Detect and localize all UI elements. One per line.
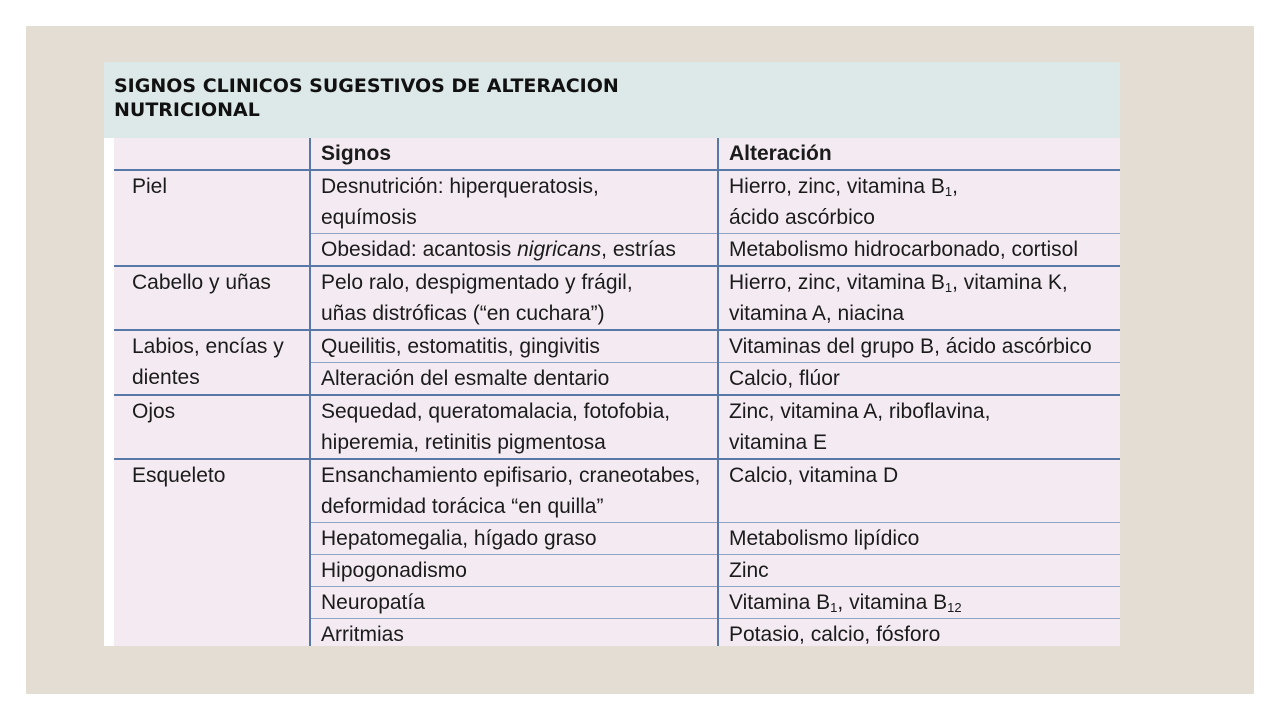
signos-line: Queilitis, estomatitis, gingivitis <box>321 335 600 358</box>
alteracion-cell <box>718 587 1120 619</box>
signos-line: Alteración del esmalte dentario <box>321 367 610 390</box>
alteracion-cell <box>718 395 1120 459</box>
signos-line: Arritmias <box>321 623 404 646</box>
alteracion-line: Metabolismo lipídico <box>729 527 920 550</box>
alteracion-line: Zinc, vitamina A, riboflavina, <box>729 400 991 423</box>
alteracion-cell <box>718 459 1120 523</box>
signos-line: equímosis <box>321 206 417 229</box>
alteracion-line: Vitaminas del grupo B, ácido ascórbico <box>729 335 1092 358</box>
signos-line: Hepatomegalia, hígado graso <box>321 527 597 550</box>
region-cell: Labios, encías y dientes <box>114 330 310 395</box>
alteracion-line: Zinc <box>729 559 769 582</box>
table-row <box>114 395 1120 459</box>
signos-line: Ensanchamiento epifisario, craneotabes, <box>321 464 701 487</box>
alteracion-cell <box>718 330 1120 363</box>
header-alteracion: Alteración <box>718 138 1120 170</box>
table-row <box>114 459 1120 523</box>
table-row <box>114 330 1120 363</box>
alteracion-line: vitamina E <box>729 431 828 454</box>
signos-cell <box>310 587 718 619</box>
signos-cell <box>310 555 718 587</box>
signos-line: uñas distróficas (“en cuchara”) <box>321 302 605 325</box>
alteracion-cell <box>718 266 1120 330</box>
signos-cell <box>310 395 718 459</box>
alteracion-line: Metabolismo hidrocarbonado, cortisol <box>729 238 1079 261</box>
header-region <box>114 138 310 170</box>
table-row <box>114 170 1120 234</box>
header-signos: Signos <box>310 138 718 170</box>
signos-cell <box>310 330 718 363</box>
alteracion-line: Calcio, vitamina D <box>729 464 899 487</box>
table-container <box>114 138 1120 646</box>
region-cell: Cabello y uñas <box>114 266 310 330</box>
alteracion-line: vitamina A, niacina <box>729 302 905 325</box>
title-bar <box>104 62 1120 138</box>
signos-line: Hipogonadismo <box>321 559 467 582</box>
table-body <box>114 170 1120 646</box>
signos-line: Obesidad: acantosis nigricans, estrías <box>321 238 676 261</box>
table-header-row <box>114 138 1120 170</box>
alteracion-line: Hierro, zinc, vitamina $B_1$, vitamina K, <box>729 271 1068 295</box>
region-cell: Ojos <box>114 395 310 459</box>
signos-line: Desnutrición: hiperqueratosis, <box>321 175 599 198</box>
signos-cell <box>310 459 718 523</box>
signos-cell <box>310 619 718 647</box>
slide <box>104 62 1120 646</box>
signos-line: deformidad torácica “en quilla” <box>321 495 604 518</box>
alteracion-cell <box>718 363 1120 396</box>
signos-line: Pelo ralo, despigmentado y frágil, <box>321 271 633 294</box>
slide-title: SIGNOS CLINICOS SUGESTIVOS DE ALTERACION NUTRICIONAL <box>114 75 619 121</box>
signos-line: Neuropatía <box>321 591 425 614</box>
region-cell: Esqueleto <box>114 459 310 646</box>
alteracion-line: ácido ascórbico <box>729 206 875 229</box>
signos-line: Sequedad, queratomalacia, fotofobia, <box>321 400 671 423</box>
alteracion-cell <box>718 170 1120 234</box>
signos-cell <box>310 234 718 267</box>
signos-cell <box>310 523 718 555</box>
alteracion-cell <box>718 555 1120 587</box>
clinical-signs-table <box>114 138 1120 646</box>
alteracion-cell <box>718 234 1120 267</box>
alteracion-cell <box>718 523 1120 555</box>
alteracion-cell <box>718 619 1120 647</box>
alteracion-line: Vitamina $B_1$, vitamina $B_{12}$ <box>729 591 962 615</box>
table-row <box>114 266 1120 330</box>
alteracion-line: Calcio, flúor <box>729 367 840 390</box>
signos-line: hiperemia, retinitis pigmentosa <box>321 431 606 454</box>
region-cell: Piel <box>114 170 310 266</box>
alteracion-line: Hierro, zinc, vitamina $B_1$, <box>729 175 958 199</box>
signos-cell <box>310 170 718 234</box>
alteracion-line: Potasio, calcio, fósforo <box>729 623 941 646</box>
signos-cell <box>310 266 718 330</box>
signos-cell <box>310 363 718 396</box>
